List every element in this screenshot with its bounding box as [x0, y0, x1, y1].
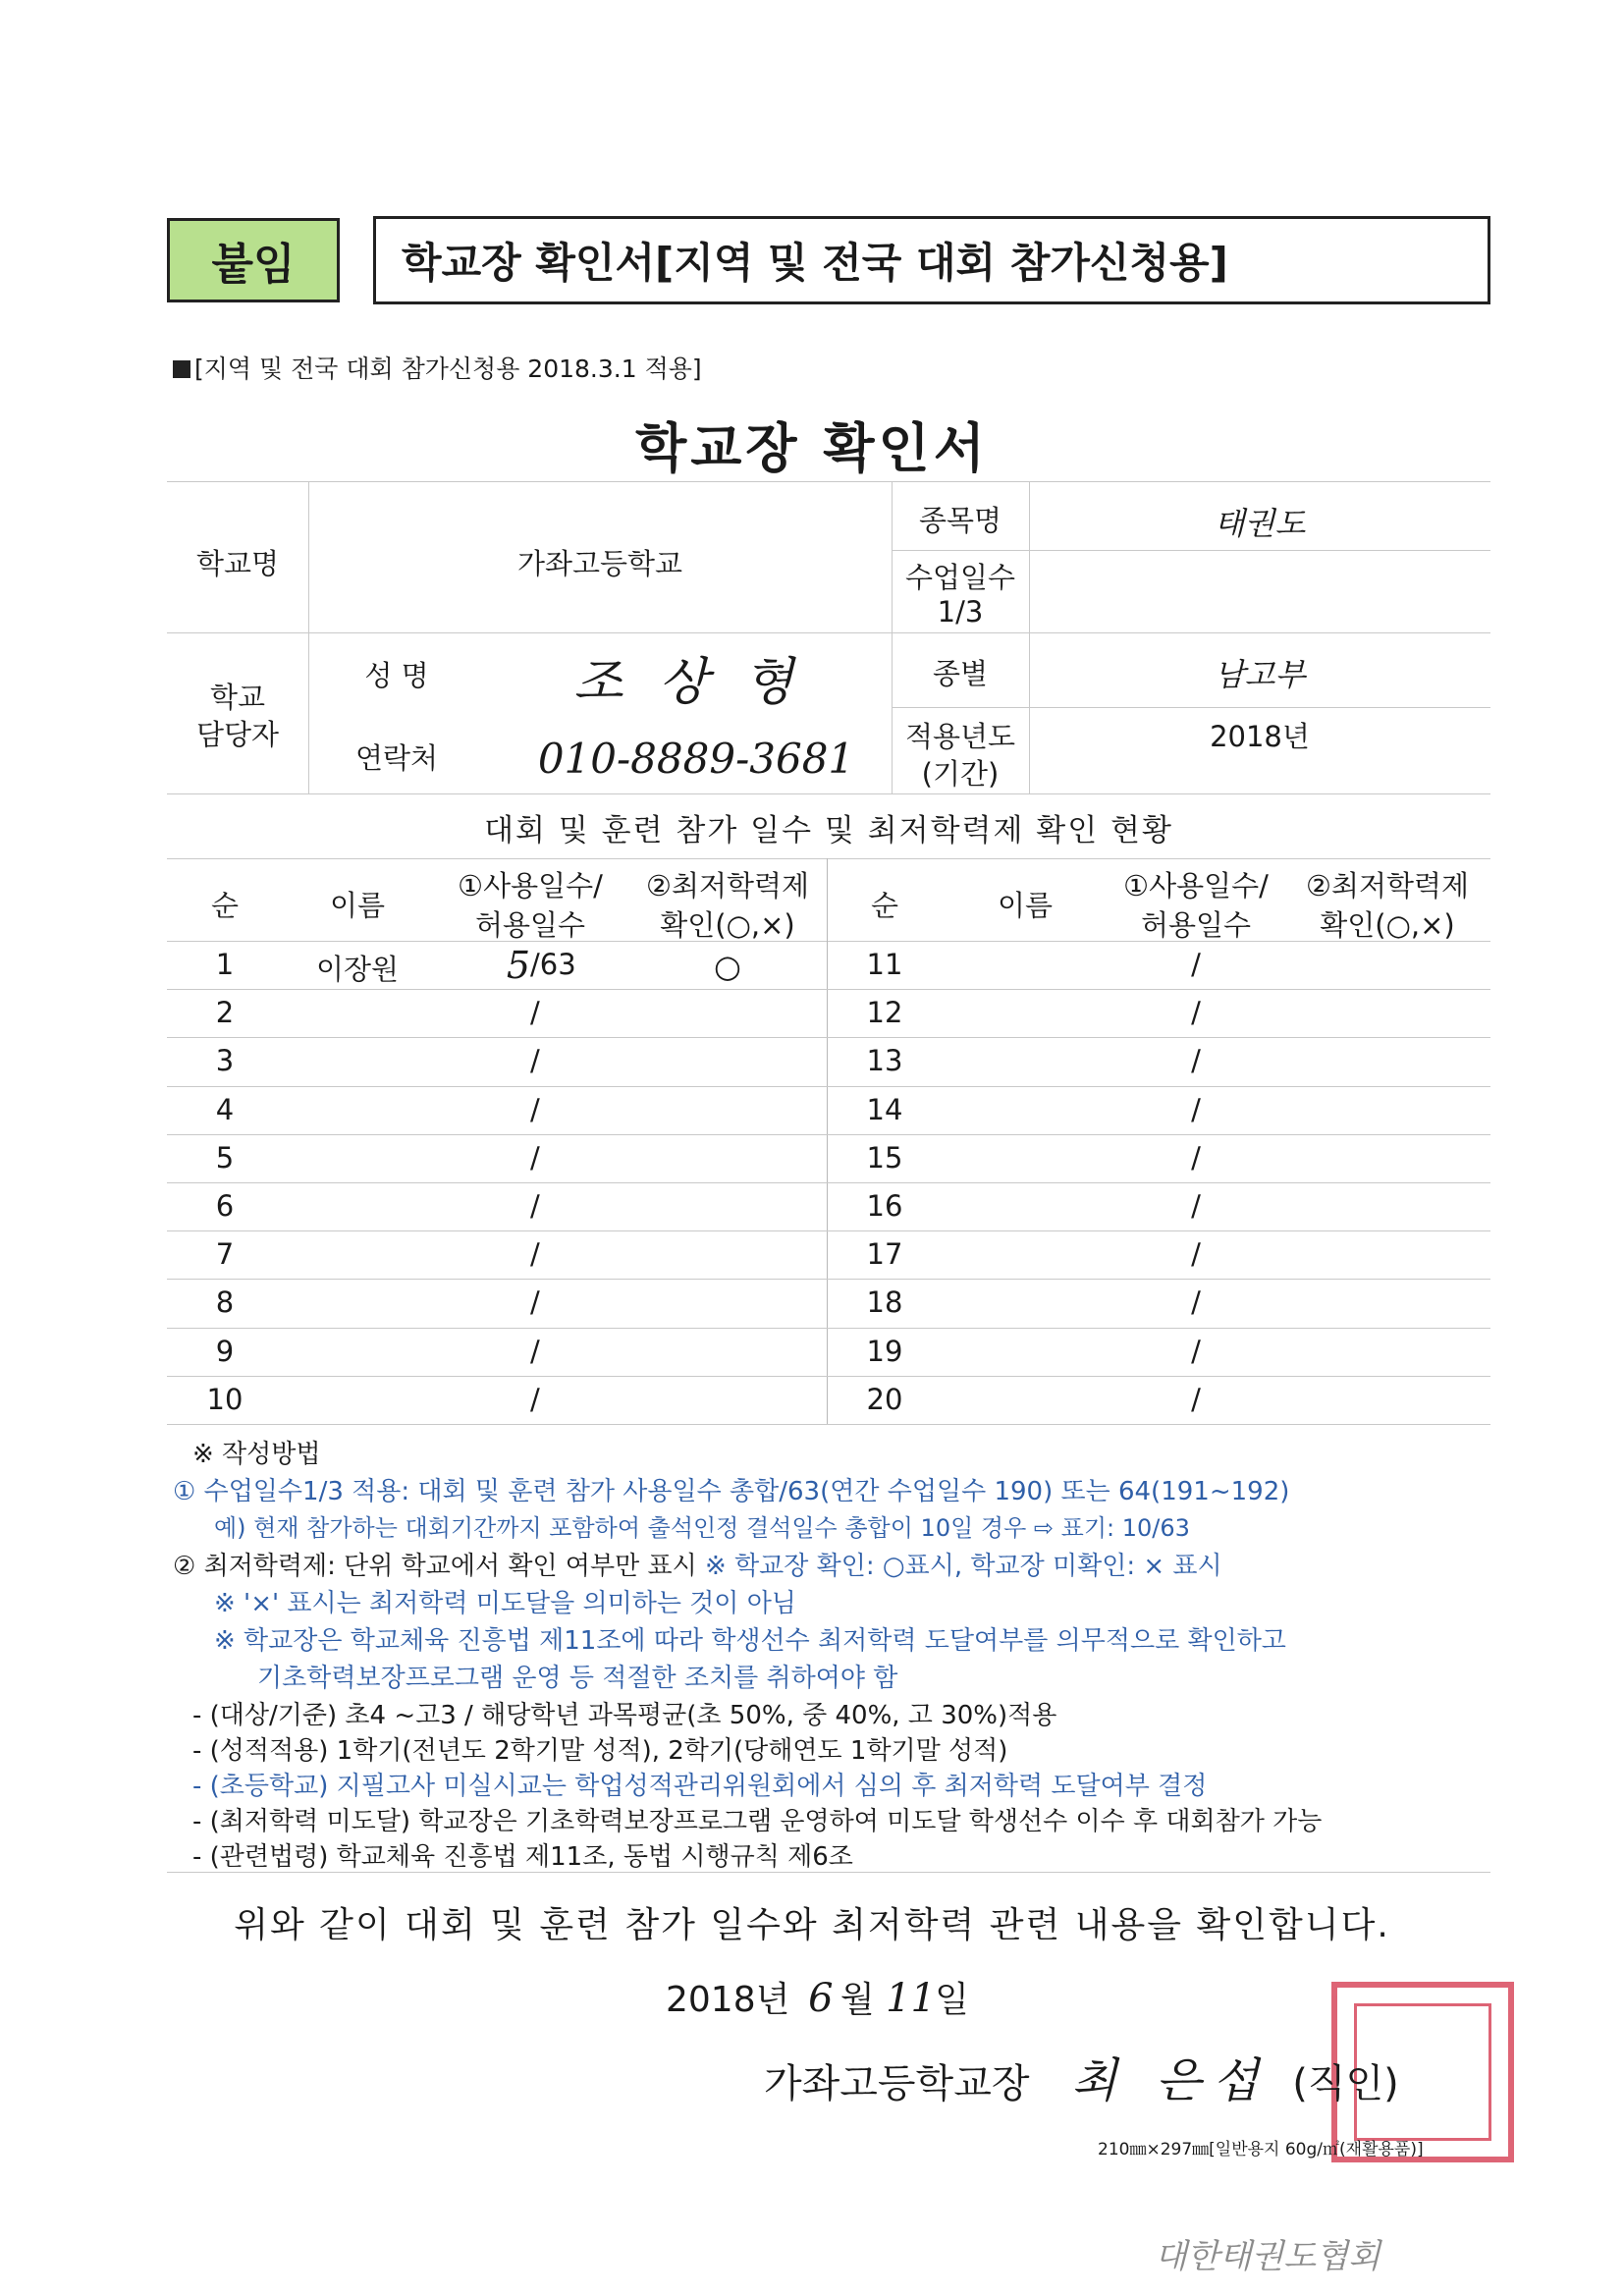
- row-allowed-days: /: [1191, 1141, 1201, 1175]
- name-value-handwritten: 조 상 형: [573, 653, 803, 712]
- principal-line: [764, 2043, 1399, 2110]
- info-line-category: [892, 707, 1490, 708]
- row-allowed-days: /: [1191, 1285, 1201, 1319]
- category-label: 종별: [932, 657, 989, 690]
- info-line-event: [892, 550, 1490, 551]
- row-no: 8: [215, 1285, 235, 1319]
- row-allowed-days: /: [530, 1335, 540, 1368]
- row-no: 6: [215, 1189, 235, 1223]
- seal-label: (직인): [1292, 2061, 1399, 2106]
- table-row-line: [167, 1037, 1490, 1038]
- name-label: 성 명: [364, 659, 429, 692]
- row-no: 13: [866, 1044, 903, 1077]
- col-name-left: 이름: [329, 889, 386, 922]
- table-row-line: [167, 989, 1490, 990]
- row-allowed-days: /: [530, 1189, 540, 1223]
- date-year: 2018년: [666, 1980, 790, 2020]
- manager-label-1: 학교: [209, 681, 266, 714]
- row-no: 7: [215, 1237, 235, 1271]
- attachment-tag: 붙임: [167, 218, 340, 302]
- info-line-bottom: [167, 793, 1490, 794]
- col-min-right-2: 확인(○,×): [1320, 908, 1455, 942]
- row-allowed-days: /: [1191, 1383, 1201, 1416]
- row-no: 10: [206, 1383, 244, 1416]
- row-allowed-days: /: [1191, 1335, 1201, 1368]
- info-table-top-line: [167, 481, 1490, 482]
- row-name: 이장원: [315, 953, 400, 986]
- class-days-ratio: 1/3: [937, 595, 984, 629]
- table-row-line: [167, 1279, 1490, 1280]
- note-3: ※ '×' 표시는 최저학력 미도달을 의미하는 것이 아님: [214, 1589, 796, 1618]
- confirmation-text: 위와 같이 대회 및 훈련 참가 일수와 최저학력 관련 내용을 확인합니다.: [234, 1905, 1390, 1945]
- row-allowed-days: /: [1191, 1044, 1201, 1077]
- row-no: 2: [215, 996, 235, 1029]
- detail-5: - (관련법령) 학교체육 진흥법 제11조, 동법 시행규칙 제6조: [192, 1842, 853, 1872]
- row-allowed-days: /: [530, 1093, 540, 1126]
- event-label: 종목명: [918, 504, 1002, 537]
- table-row-line: [167, 1134, 1490, 1135]
- row-no: 16: [866, 1189, 903, 1223]
- school-label: 학교명: [195, 547, 280, 580]
- col-days-left-2: 허용일수: [474, 908, 586, 942]
- row-no: 20: [866, 1383, 903, 1416]
- row-allowed-days: /: [1191, 996, 1201, 1029]
- row-allowed-days: /: [530, 1044, 540, 1077]
- table-row-line: [167, 1086, 1490, 1087]
- event-value: 태권도: [1214, 505, 1306, 542]
- school-value: 가좌고등학교: [516, 547, 683, 580]
- paper-spec: 210㎜×297㎜[일반용지 60g/㎡(재활용품)]: [1098, 2140, 1424, 2159]
- col-name-right: 이름: [997, 889, 1054, 922]
- table-row-line: [167, 1230, 1490, 1231]
- note-1-example: 예) 현재 참가하는 대회기간까지 포함하여 출석인정 결석일수 총합이 10일 경우 ⇨ 표기: 10/63: [214, 1514, 1190, 1542]
- form-subnote: [173, 350, 702, 385]
- row-allowed-days: /: [1191, 1189, 1201, 1223]
- detail-1: - (대상/기준) 초4 ~고3 / 해당학년 과목평균(초 50%, 중 40%, 고 30%)적용: [192, 1701, 1057, 1730]
- row-allowed-days: /: [530, 1141, 540, 1175]
- principal-signature: 최 은섭: [1071, 2053, 1271, 2108]
- col-min-right-1: ②최저학력제: [1305, 869, 1470, 902]
- row-allowed-days: /: [1191, 1093, 1201, 1126]
- contact-value-handwritten: 010-8889-3681: [537, 735, 855, 783]
- note-4-cont: 기초학력보장프로그램 운영 등 적절한 조치를 취하여야 함: [257, 1664, 898, 1693]
- principal-title: 가좌고등학교장: [764, 2061, 1030, 2106]
- footer-handwriting: 대한태권도협회: [1155, 2237, 1380, 2276]
- contact-label: 연락처: [354, 741, 439, 775]
- col-days-right-1: ①사용일수/: [1123, 869, 1269, 902]
- detail-4: - (최저학력 미도달) 학교장은 기초학력보장프로그램 운영하여 미도달 학생선수 이수 후 대회참가 가능: [192, 1807, 1323, 1836]
- detail-2: - (성적적용) 1학기(전년도 2학기말 성적), 2학기(당해연도 1학기말 성적): [192, 1736, 1008, 1766]
- row-no: 1: [215, 948, 235, 981]
- row-allowed-days: /: [1191, 948, 1201, 981]
- row-no: 15: [866, 1141, 903, 1175]
- note-2: [173, 1546, 1222, 1582]
- row-allowed-days: /: [530, 1383, 540, 1416]
- table-row-line: [167, 1182, 1490, 1183]
- row-no: 5: [215, 1141, 235, 1175]
- row-min-check: ○: [714, 948, 741, 985]
- row-allowed-days: /: [1191, 1237, 1201, 1271]
- document-title: 학교장 확인서: [635, 417, 989, 479]
- year-value: 2018년: [1210, 720, 1310, 753]
- note-4: ※ 학교장은 학교체육 진흥법 제11조에 따라 학생선수 최저학력 도달여부를 의무적으로 확인하고: [214, 1626, 1286, 1656]
- table-row-line: [167, 1376, 1490, 1377]
- note-2-text: ② 최저학력제: 단위 학교에서 확인 여부만 표시: [173, 1552, 706, 1581]
- category-value: 남고부: [1214, 656, 1306, 693]
- status-title-line: [167, 858, 1490, 859]
- row-no: 19: [866, 1335, 903, 1368]
- row-no: 9: [215, 1335, 235, 1368]
- class-days-label: 수업일수: [904, 561, 1016, 594]
- square-bullet-icon: [173, 360, 190, 378]
- table-row-line: [167, 1328, 1490, 1329]
- date-day-handwritten: 11: [886, 1976, 936, 2021]
- col-days-right-2: 허용일수: [1140, 908, 1252, 942]
- date-month-unit: 월: [839, 1980, 875, 2020]
- row-used-days-handwritten: 5: [506, 944, 530, 987]
- year-label-1: 적용년도: [904, 720, 1016, 753]
- detail-3: - (초등학교) 지필고사 미실시교는 학업성적관리위원회에서 심의 후 최저학력 도달여부 결정: [192, 1772, 1208, 1801]
- year-label-2: (기간): [921, 757, 1000, 791]
- status-title: 대회 및 훈련 참가 일수 및 최저학력제 확인 현황: [484, 813, 1173, 848]
- row-no: 12: [866, 996, 903, 1029]
- row-no: 17: [866, 1237, 903, 1271]
- row-allowed-days: /63: [530, 948, 576, 981]
- issue-date: [666, 1972, 969, 2022]
- row-no: 14: [866, 1093, 903, 1126]
- row-allowed-days: /: [530, 1237, 540, 1271]
- row-allowed-days: /: [530, 1285, 540, 1319]
- date-month-handwritten: 6: [808, 1976, 834, 2021]
- col-min-left-2: 확인(○,×): [660, 908, 795, 942]
- col-min-left-1: ②최저학력제: [645, 869, 810, 902]
- notes-heading: ※ 작성방법: [192, 1440, 321, 1469]
- row-no: 4: [215, 1093, 235, 1126]
- table-row-line: [167, 1424, 1490, 1425]
- col-days-left-1: ①사용일수/: [458, 869, 603, 902]
- row-no: 11: [866, 948, 903, 981]
- col-no-right: 순: [870, 889, 898, 922]
- date-day-unit: 일: [935, 1980, 969, 2020]
- subnote-text: [지역 및 전국 대회 참가신청용 2018.3.1 적용]: [194, 355, 702, 383]
- note-2-highlight: ※ 학교장 확인: ○표시, 학교장 미확인: × 표시: [705, 1552, 1222, 1581]
- notes-bottom-line: [167, 1872, 1490, 1873]
- note-1: ① 수업일수1/3 적용: 대회 및 훈련 참가 사용일수 총합/63(연간 수업일수 190) 또는 64(191~192): [173, 1477, 1290, 1506]
- manager-label-2: 담당자: [195, 718, 280, 751]
- row-no: 3: [215, 1044, 235, 1077]
- row-allowed-days: /: [530, 996, 540, 1029]
- info-line-mid: [167, 632, 1490, 633]
- form-title: 학교장 확인서[지역 및 전국 대회 참가신청용]: [373, 216, 1490, 304]
- col-no-left: 순: [210, 889, 239, 922]
- row-no: 18: [866, 1285, 903, 1319]
